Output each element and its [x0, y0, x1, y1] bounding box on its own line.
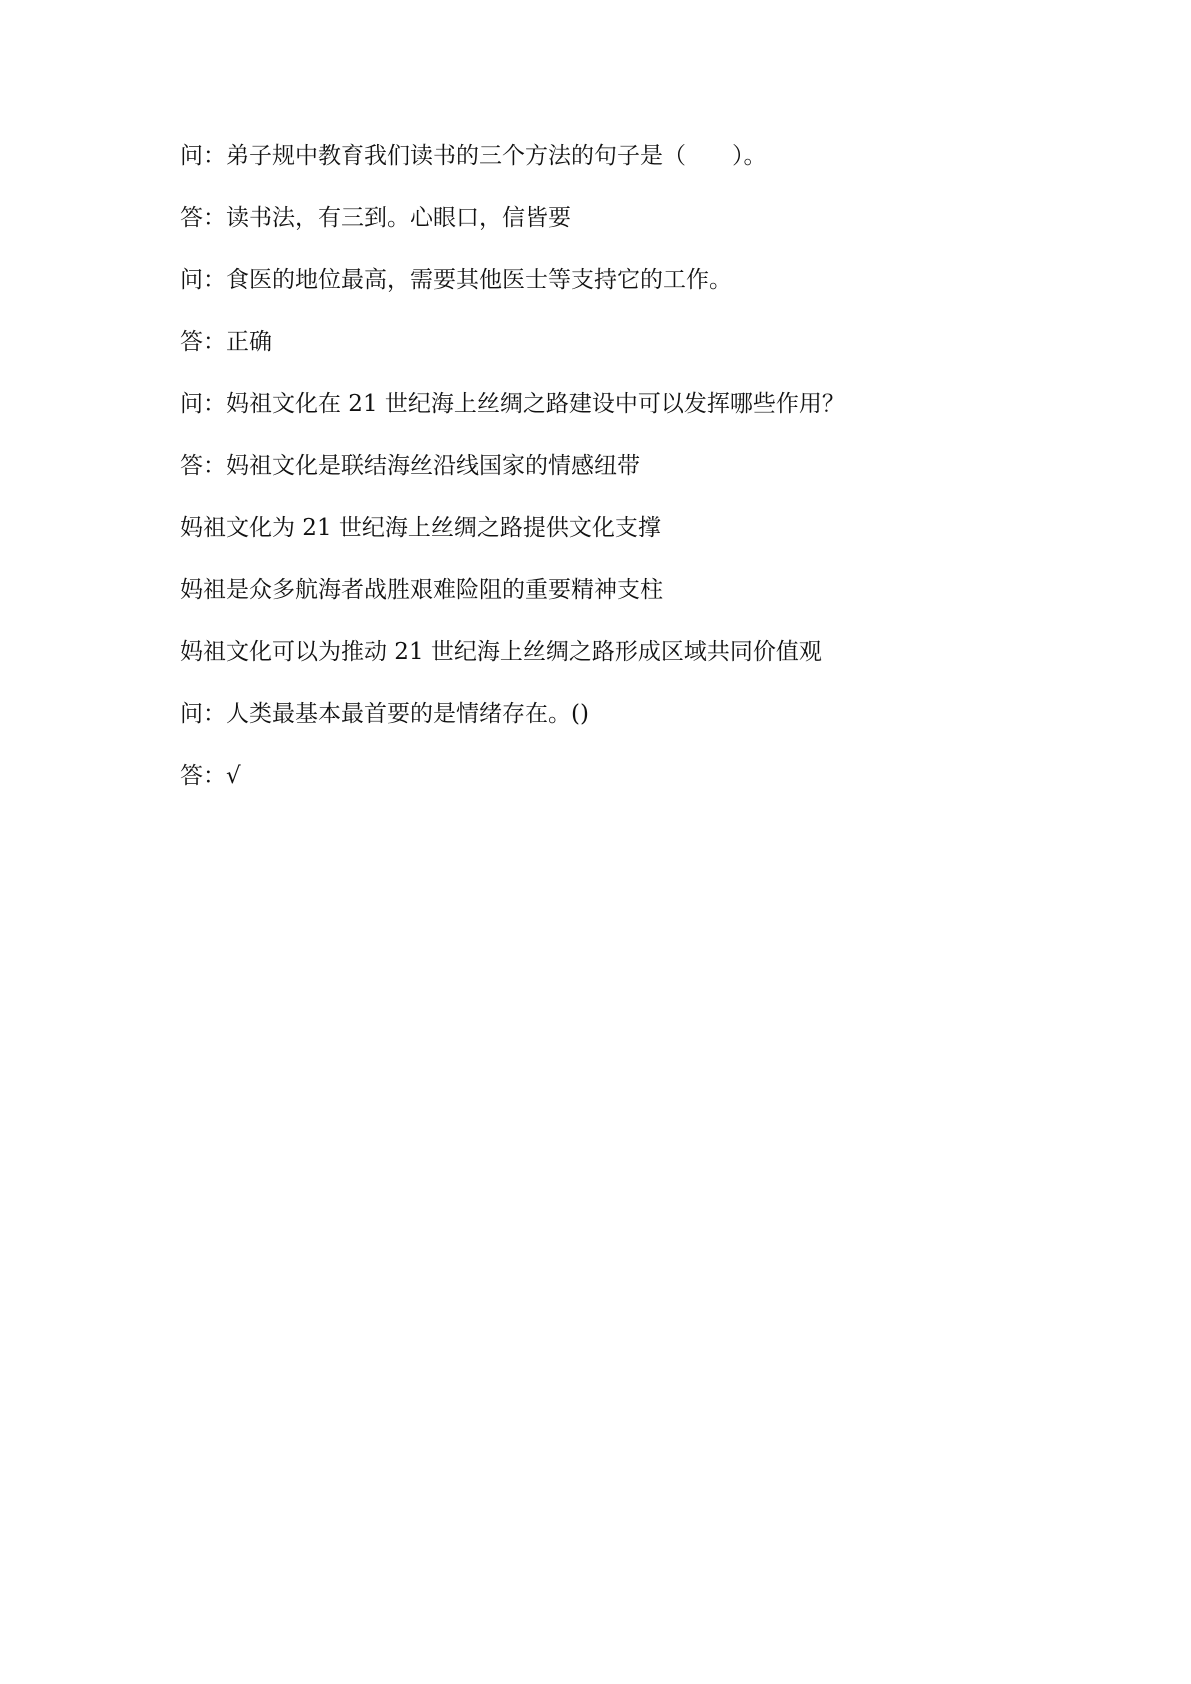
question-line: 问：食医的地位最高，需要其他医士等支持它的工作。 — [180, 267, 732, 293]
answer-line: 答：妈祖文化是联结海丝沿线国家的情感纽带 — [180, 453, 640, 479]
question-line: 问：弟子规中教育我们读书的三个方法的句子是（ ）。 — [180, 143, 767, 169]
answer-line: 答：正确 — [180, 329, 272, 355]
qa-content — [180, 140, 1080, 822]
answer-continuation-line: 妈祖是众多航海者战胜艰难险阻的重要精神支柱 — [180, 577, 663, 603]
answer-continuation-line: 妈祖文化可以为推动 21 世纪海上丝绸之路形成区域共同价值观 — [180, 639, 822, 665]
question-line: 问：人类最基本最首要的是情绪存在。() — [180, 701, 589, 727]
answer-line: 答：读书法，有三到。心眼口，信皆要 — [180, 205, 571, 231]
answer-line: 答：√ — [180, 763, 241, 789]
question-line: 问：妈祖文化在 21 世纪海上丝绸之路建设中可以发挥哪些作用？ — [180, 391, 845, 417]
answer-continuation-line: 妈祖文化为 21 世纪海上丝绸之路提供文化支撑 — [180, 515, 661, 541]
